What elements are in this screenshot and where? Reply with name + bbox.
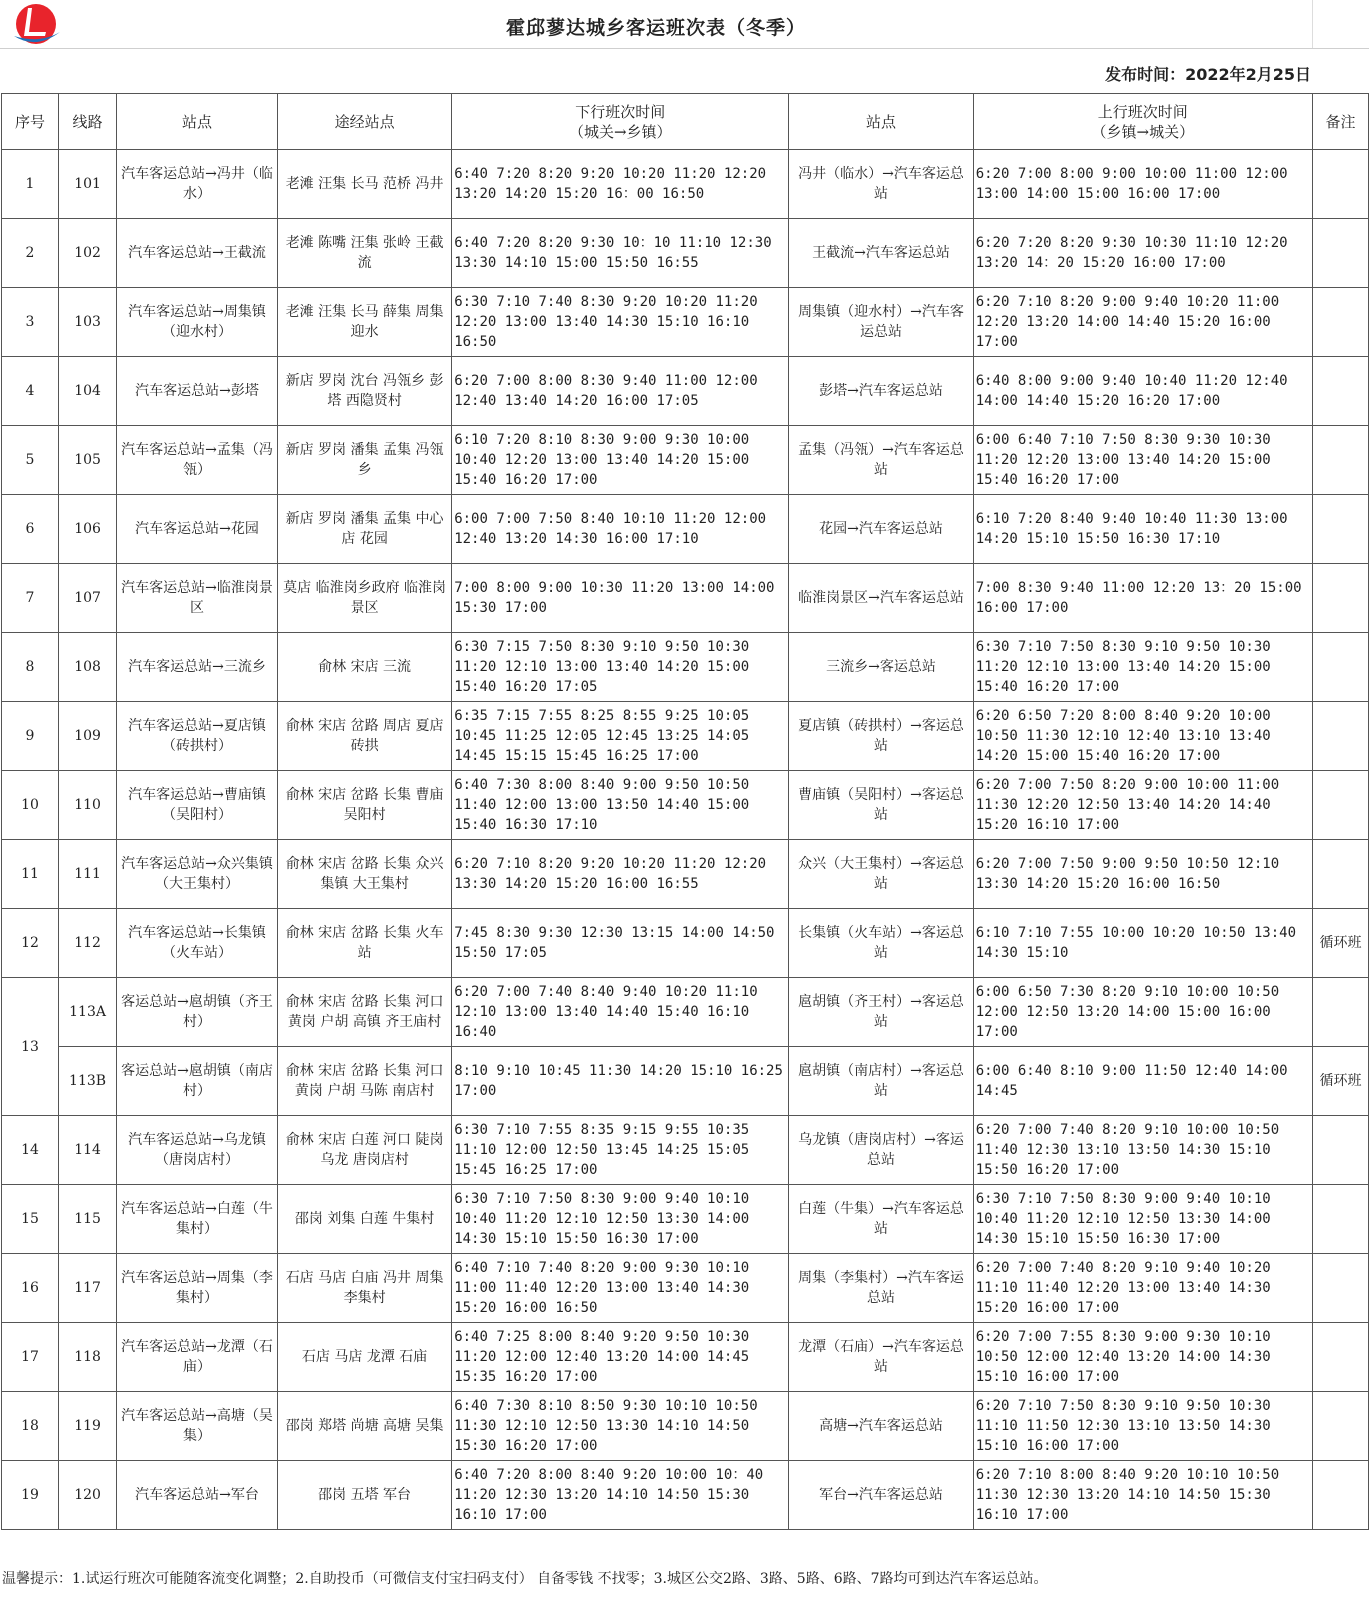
cell-seq: 11 [2,840,59,909]
cell-via: 石店 马店 白庙 冯井 周集 李集村 [278,1254,452,1323]
cell-up-times: 6:20 7:00 7:50 8:20 9:00 10:00 11:00 11:30 12:20 12:50 13:40 14:20 14:40 15:20 16:10 17:00 [973,771,1312,840]
cell-via: 老滩 汪集 长马 范桥 冯井 [278,150,452,219]
cell-route: 109 [59,702,117,771]
cell-up-times: 6:30 7:10 7:50 8:30 9:00 9:40 10:10 10:40 11:20 12:10 12:50 13:30 14:00 14:30 15:10 15:50 16:30 17:00 [973,1185,1312,1254]
cell-station: 汽车客运总站→白莲（牛集村） [117,1185,278,1254]
table-row [2,495,1369,564]
cell-up-times: 6:00 6:50 7:30 8:20 9:10 10:00 10:50 12:00 12:50 13:20 14:00 15:00 16:00 17:00 [973,978,1312,1047]
cell-up-times: 6:20 7:20 8:20 9:30 10:30 11:10 12:20 13:20 14：20 15:20 16:00 17:00 [973,219,1312,288]
cell-station: 汽车客运总站→乌龙镇（唐岗店村） [117,1116,278,1185]
cell-via: 石店 马店 龙潭 石庙 [278,1323,452,1392]
cell-station: 汽车客运总站→龙潭（石庙） [117,1323,278,1392]
cell-down-times: 6:40 7:20 8:20 9:20 10:20 11:20 12:20 13:20 14:20 15:20 16：00 16:50 [452,150,789,219]
cell-up-times: 6:00 6:40 7:10 7:50 8:30 9:30 10:30 11:20 12:20 13:00 13:40 14:20 15:00 15:40 16:20 17:00 [973,426,1312,495]
cell-seq: 13 [2,978,59,1116]
cell-station2: 曹庙镇（吴阳村）→客运总站 [789,771,973,840]
cell-via: 俞林 宋店 白莲 河口 陡岗 乌龙 唐岗店村 [278,1116,452,1185]
cell-up-times: 6:00 6:40 8:10 9:00 11:50 12:40 14:00 14:45 [973,1047,1312,1116]
cell-down-times: 6:40 7:20 8:00 8:40 9:20 10:00 10：40 11:20 12:30 13:20 14:10 14:50 15:30 16:10 17:00 [452,1461,789,1530]
cell-station2: 周集（李集村）→汽车客运总站 [789,1254,973,1323]
table-row [2,702,1369,771]
table-row [2,633,1369,702]
cell-seq: 1 [2,150,59,219]
cell-down-times: 6:30 7:10 7:40 8:30 9:20 10:20 11:20 12:20 13:00 13:40 14:30 15:10 16:10 16:50 [452,288,789,357]
cell-remark [1312,978,1368,1047]
cell-down-times: 6:35 7:15 7:55 8:25 8:55 9:25 10:05 10:45 11:25 12:05 12:45 13:25 14:05 14:45 15:15 15:45 16:25 17:00 [452,702,789,771]
cell-station: 汽车客运总站→三流乡 [117,633,278,702]
cell-station: 汽车客运总站→周集（李集村） [117,1254,278,1323]
cell-via: 老滩 汪集 长马 薛集 周集 迎水 [278,288,452,357]
cell-remark [1312,426,1368,495]
cell-seq: 12 [2,909,59,978]
cell-up-times: 6:20 7:00 7:40 8:20 9:10 10:00 10:50 11:40 12:30 13:10 13:50 14:30 15:10 15:50 16:20 17:00 [973,1116,1312,1185]
cell-seq: 5 [2,426,59,495]
cell-up-times: 6:10 7:20 8:40 9:40 10:40 11:30 13:00 14:20 15:10 15:50 16:30 17:10 [973,495,1312,564]
cell-via: 俞林 宋店 岔路 长集 火车站 [278,909,452,978]
cell-remark [1312,564,1368,633]
cell-seq: 15 [2,1185,59,1254]
cell-down-times: 6:30 7:15 7:50 8:30 9:10 9:50 10:30 11:20 12:10 13:00 13:40 14:20 15:00 15:40 16:20 17:05 [452,633,789,702]
cell-via: 新店 罗岗 沈台 冯瓴乡 彭塔 西隐贤村 [278,357,452,426]
col-station: 站点 [117,94,278,150]
cell-via: 邵岗 五塔 军台 [278,1461,452,1530]
table-row [2,357,1369,426]
cell-station2: 临淮岗景区→汽车客运总站 [789,564,973,633]
cell-station2: 乌龙镇（唐岗店村）→客运总站 [789,1116,973,1185]
header-row [2,94,1369,150]
cell-down-times: 6:00 7:00 7:50 8:40 10:10 11:20 12:00 12:40 13:20 14:30 16:00 17:10 [452,495,789,564]
cell-station2: 长集镇（火车站）→客运总站 [789,909,973,978]
col-station2: 站点 [789,94,973,150]
cell-down-times: 6:40 7:20 8:20 9:30 10：10 11:10 12:30 13:30 14:10 15:00 15:50 16:55 [452,219,789,288]
cell-seq: 19 [2,1461,59,1530]
cell-station2: 扈胡镇（南店村）→客运总站 [789,1047,973,1116]
cell-route: 119 [59,1392,117,1461]
cell-route: 104 [59,357,117,426]
cell-up-times: 6:40 8:00 9:00 9:40 10:40 11:20 12:40 14:00 14:40 15:20 16:20 17:00 [973,357,1312,426]
cell-down-times: 6:30 7:10 7:50 8:30 9:00 9:40 10:10 10:40 11:20 12:10 12:50 13:30 14:00 14:30 15:10 15:50 16:30 17:00 [452,1185,789,1254]
cell-route: 101 [59,150,117,219]
cell-remark: 循环班 [1312,1047,1368,1116]
cell-seq: 10 [2,771,59,840]
cell-route: 105 [59,426,117,495]
cell-via: 邵岗 郑塔 尚塘 高塘 吴集 [278,1392,452,1461]
cell-station: 汽车客运总站→孟集（冯瓴） [117,426,278,495]
cell-station: 汽车客运总站→曹庙镇（吴阳村） [117,771,278,840]
cell-station: 汽车客运总站→高塘（吴集） [117,1392,278,1461]
cell-route: 113B [59,1047,117,1116]
cell-route: 118 [59,1323,117,1392]
cell-station: 汽车客运总站→临淮岗景区 [117,564,278,633]
cell-route: 120 [59,1461,117,1530]
table-row [2,1185,1369,1254]
table-row [2,219,1369,288]
cell-via: 俞林 宋店 岔路 长集 众兴集镇 大王集村 [278,840,452,909]
cell-seq: 9 [2,702,59,771]
col-remark: 备注 [1312,94,1368,150]
cell-via: 莫店 临淮岗乡政府 临淮岗景区 [278,564,452,633]
cell-station: 汽车客运总站→夏店镇（砖拱村） [117,702,278,771]
cell-seq: 3 [2,288,59,357]
cell-remark [1312,771,1368,840]
cell-route: 102 [59,219,117,288]
cell-via: 俞林 宋店 岔路 长集 河口 黄岗 户胡 高镇 齐王庙村 [278,978,452,1047]
cell-seq: 2 [2,219,59,288]
cell-station: 汽车客运总站→军台 [117,1461,278,1530]
col-seq: 序号 [2,94,59,150]
cell-station: 客运总站→扈胡镇（齐王村） [117,978,278,1047]
cell-station: 汽车客运总站→长集镇（火车站） [117,909,278,978]
cell-route: 103 [59,288,117,357]
cell-down-times: 6:40 7:25 8:00 8:40 9:20 9:50 10:30 11:20 12:00 12:40 13:20 14:00 14:45 15:35 16:20 17:00 [452,1323,789,1392]
cell-route: 114 [59,1116,117,1185]
cell-down-times: 6:40 7:30 8:00 8:40 9:00 9:50 10:50 11:40 12:00 13:00 13:50 14:40 15:00 15:40 16:30 17:10 [452,771,789,840]
table-row [2,978,1369,1047]
cell-remark [1312,288,1368,357]
cell-station2: 扈胡镇（齐王村）→客运总站 [789,978,973,1047]
cell-via: 邵岗 刘集 白莲 牛集村 [278,1185,452,1254]
cell-down-times: 7:45 8:30 9:30 12:30 13:15 14:00 14:50 15:50 17:05 [452,909,789,978]
cell-remark [1312,357,1368,426]
footer-tip: 温馨提示：1.试运行班次可能随客流变化调整；2.自助投币（可微信支付宝扫码支付） 自备零钱 不找零；3.城区公交2路、3路、5路、6路、7路均可到达汽车客运总站。 [2,1571,1048,1587]
cell-via: 新店 罗岗 潘集 孟集 冯瓴乡 [278,426,452,495]
cell-down-times: 8:10 9:10 10:45 11:30 14:20 15:10 16:25 17:00 [452,1047,789,1116]
cell-remark [1312,840,1368,909]
cell-via: 俞林 宋店 岔路 周店 夏店 砖拱 [278,702,452,771]
cell-station2: 三流乡→客运总站 [789,633,973,702]
cell-station2: 白莲（牛集）→汽车客运总站 [789,1185,973,1254]
cell-down-times: 6:20 7:00 7:40 8:40 9:40 10:20 11:10 12:10 13:00 13:40 14:40 15:40 16:10 16:40 [452,978,789,1047]
publish-time: 发布时间：2022年2月25日 [1105,65,1311,84]
cell-remark [1312,150,1368,219]
col-via: 途经站点 [278,94,452,150]
cell-up-times: 6:20 6:50 7:20 8:00 8:40 9:20 10:00 10:50 11:30 12:10 12:40 13:10 13:40 14:20 15:00 15:40 16:20 17:00 [973,702,1312,771]
cell-up-times: 7:00 8:30 9:40 11:00 12:20 13：20 15:00 16:00 17:00 [973,564,1312,633]
cell-up-times: 6:20 7:00 7:40 8:20 9:10 9:40 10:20 11:10 11:40 12:20 13:00 13:40 14:30 15:20 16:00 17:00 [973,1254,1312,1323]
cell-station2: 冯井（临水）→汽车客运总站 [789,150,973,219]
cell-remark [1312,633,1368,702]
cell-route: 113A [59,978,117,1047]
cell-station: 汽车客运总站→周集镇（迎水村） [117,288,278,357]
cell-seq: 17 [2,1323,59,1392]
cell-down-times: 6:40 7:10 7:40 8:20 9:00 9:30 10:10 11:00 11:40 12:20 13:00 13:40 14:30 15:20 16:00 16:50 [452,1254,789,1323]
cell-station: 客运总站→扈胡镇（南店村） [117,1047,278,1116]
cell-seq: 4 [2,357,59,426]
cell-seq: 6 [2,495,59,564]
cell-up-times: 6:20 7:10 8:20 9:00 9:40 10:20 11:00 12:20 13:20 14:00 14:40 15:20 16:00 17:00 [973,288,1312,357]
cell-remark [1312,702,1368,771]
cell-route: 115 [59,1185,117,1254]
table-row [2,1392,1369,1461]
cell-station2: 高塘→汽车客运总站 [789,1392,973,1461]
cell-up-times: 6:30 7:10 7:50 8:30 9:10 9:50 10:30 11:20 12:10 13:00 13:40 14:20 15:00 15:40 16:20 17:00 [973,633,1312,702]
cell-station: 汽车客运总站→王截流 [117,219,278,288]
cell-station2: 孟集（冯瓴）→汽车客运总站 [789,426,973,495]
table-row [2,909,1369,978]
cell-up-times: 6:20 7:00 7:50 9:00 9:50 10:50 12:10 13:30 14:20 15:20 16:00 16:50 [973,840,1312,909]
page-title: 霍邱蓼达城乡客运班次表（冬季） [505,17,806,39]
cell-up-times: 6:20 7:00 7:55 8:30 9:00 9:30 10:10 10:50 12:00 12:40 13:20 14:00 14:30 15:10 16:00 17:00 [973,1323,1312,1392]
cell-remark [1312,219,1368,288]
cell-route: 107 [59,564,117,633]
table-row [2,1047,1369,1116]
cell-route: 108 [59,633,117,702]
cell-down-times: 6:10 7:20 8:10 8:30 9:00 9:30 10:00 10:40 12:20 13:00 13:40 14:20 15:00 15:40 16:20 17:00 [452,426,789,495]
cell-remark [1312,1116,1368,1185]
cell-station2: 夏店镇（砖拱村）→客运总站 [789,702,973,771]
col-route: 线路 [59,94,117,150]
cell-station2: 龙潭（石庙）→汽车客运总站 [789,1323,973,1392]
cell-down-times: 6:20 7:10 8:20 9:20 10:20 11:20 12:20 13:30 14:20 15:20 16:00 16:55 [452,840,789,909]
cell-seq: 16 [2,1254,59,1323]
cell-via: 俞林 宋店 岔路 长集 河口 黄岗 户胡 马陈 南店村 [278,1047,452,1116]
cell-seq: 14 [2,1116,59,1185]
cell-route: 106 [59,495,117,564]
col-down-title: 下行班次时间 [575,102,666,121]
cell-remark [1312,1461,1368,1530]
schedule-body [2,150,1369,1530]
cell-up-times: 6:20 7:00 8:00 9:00 10:00 11:00 12:00 13:00 14:00 15:00 16:00 17:00 [973,150,1312,219]
schedule-table [1,93,1369,1530]
cell-via: 俞林 宋店 岔路 长集 曹庙 吴阳村 [278,771,452,840]
cell-station2: 周集镇（迎水村）→汽车客运总站 [789,288,973,357]
cell-seq: 7 [2,564,59,633]
cell-seq: 8 [2,633,59,702]
table-row [2,771,1369,840]
cell-remark [1312,1392,1368,1461]
cell-via: 俞林 宋店 三流 [278,633,452,702]
table-row [2,840,1369,909]
cell-up-times: 6:10 7:10 7:55 10:00 10:20 10:50 13:40 14:30 15:10 [973,909,1312,978]
col-up-sub: （乡镇→城关） [1091,122,1195,141]
cell-remark [1312,1254,1368,1323]
cell-seq: 18 [2,1392,59,1461]
table-row [2,1116,1369,1185]
cell-station: 汽车客运总站→彭塔 [117,357,278,426]
cell-up-times: 6:20 7:10 8:00 8:40 9:20 10:10 10:50 11:30 12:30 13:20 14:10 14:50 15:30 16:10 17:00 [973,1461,1312,1530]
table-row [2,150,1369,219]
table-row [2,288,1369,357]
table-row [2,1254,1369,1323]
col-up [973,94,1312,150]
cell-down-times: 6:20 7:00 8:00 8:30 9:40 11:00 12:00 12:40 13:40 14:20 16:00 17:05 [452,357,789,426]
col-down [452,94,789,150]
cell-via: 老滩 陈嘴 汪集 张岭 王截流 [278,219,452,288]
col-up-title: 上行班次时间 [1097,102,1188,121]
cell-station2: 彭塔→汽车客运总站 [789,357,973,426]
cell-route: 111 [59,840,117,909]
cell-via: 新店 罗岗 潘集 孟集 中心店 花园 [278,495,452,564]
table-row [2,1323,1369,1392]
cell-route: 110 [59,771,117,840]
table-row [2,426,1369,495]
cell-down-times: 7:00 8:00 9:00 10:30 11:20 13:00 14:00 15:30 17:00 [452,564,789,633]
cell-station2: 花园→汽车客运总站 [789,495,973,564]
cell-down-times: 6:40 7:30 8:10 8:50 9:30 10:10 10:50 11:30 12:10 12:50 13:30 14:10 14:50 15:30 16:20 17:00 [452,1392,789,1461]
cell-route: 112 [59,909,117,978]
cell-remark [1312,1323,1368,1392]
cell-station2: 王截流→汽车客运总站 [789,219,973,288]
cell-remark [1312,495,1368,564]
cell-route: 117 [59,1254,117,1323]
cell-station2: 众兴（大王集村）→客运总站 [789,840,973,909]
col-down-sub: （城关→乡镇） [568,122,672,141]
table-row [2,1461,1369,1530]
cell-remark: 循环班 [1312,909,1368,978]
cell-up-times: 6:20 7:10 7:50 8:30 9:10 9:50 10:30 11:10 11:50 12:30 13:10 13:50 14:30 15:10 16:00 17:00 [973,1392,1312,1461]
cell-remark [1312,1185,1368,1254]
cell-station: 汽车客运总站→冯井（临水） [117,150,278,219]
cell-station2: 军台→汽车客运总站 [789,1461,973,1530]
table-row [2,564,1369,633]
title-divider [1312,0,1313,48]
cell-station: 汽车客运总站→花园 [117,495,278,564]
cell-station: 汽车客运总站→众兴集镇（大王集村） [117,840,278,909]
cell-down-times: 6:30 7:10 7:55 8:35 9:15 9:55 10:35 11:10 12:00 12:50 13:45 14:25 15:05 15:45 16:25 17:00 [452,1116,789,1185]
